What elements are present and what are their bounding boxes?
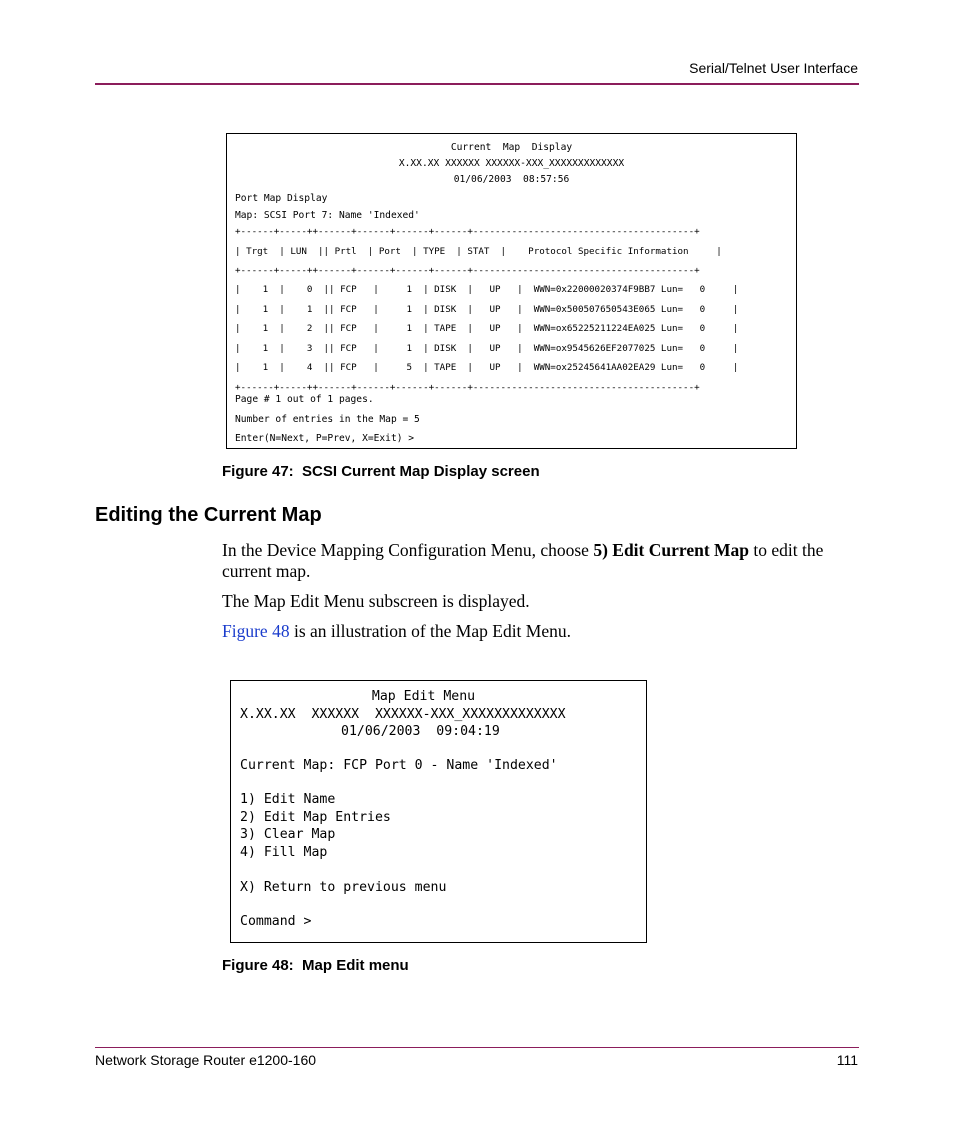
figure-48-link[interactable]: Figure 48: [222, 621, 290, 641]
screen-name: Port Map Display: [235, 193, 328, 204]
caption-text: SCSI Current Map Display screen: [302, 463, 540, 480]
screen-title: Current Map Display: [450, 142, 573, 153]
menu-item-clear-map: 3) Clear Map: [240, 827, 336, 842]
page-number: 111: [836, 1052, 858, 1068]
paragraph-3: [222, 621, 862, 642]
footer-rule: [95, 1047, 859, 1048]
table-separator: +------+-----++------+------+------+------+----------------------------------------+: [235, 265, 700, 276]
datetime-line: 01/06/2003 08:57:56: [453, 174, 570, 185]
menu-item-fill-map: 4) Fill Map: [240, 845, 328, 860]
menu-item-edit-map-entries: 2) Edit Map Entries: [240, 810, 391, 825]
header-rule: [95, 83, 859, 85]
table-row: | 1 | 1 || FCP | 1 | DISK | UP | WWN=0x500507650543E065 Lun= 0 |: [235, 304, 739, 315]
menu-item-return: X) Return to previous menu: [240, 880, 447, 895]
scsi-map-display-screen: [226, 133, 797, 449]
table-separator: +------+-----++------+------+------+------+----------------------------------------+: [235, 382, 700, 393]
paragraph-2: The Map Edit Menu subscreen is displayed.: [222, 591, 530, 611]
footer-product: Network Storage Router e1200-160: [95, 1052, 317, 1068]
paragraph-1: [222, 540, 862, 582]
p1-text-end: to edit the current map.: [222, 540, 824, 581]
menu-item-edit-name: 1) Edit Name: [240, 792, 336, 807]
figure-47-caption: [222, 463, 540, 480]
entries-line: Number of entries in the Map = 5: [235, 414, 420, 425]
datetime-line: 01/06/2003 09:04:19: [341, 724, 500, 739]
command-prompt: Command >: [240, 914, 312, 929]
version-line: X.XX.XX XXXXXX XXXXXX-XXX_XXXXXXXXXXXXX: [240, 707, 566, 722]
caption-label: Figure 47:: [222, 463, 294, 480]
p1-text: In the Device Mapping Configuration Menu, choose: [222, 540, 594, 560]
caption-label: Figure 48:: [222, 957, 294, 974]
prompt-line: Enter(N=Next, P=Prev, X=Exit) >: [235, 433, 415, 444]
caption-text: Map Edit menu: [302, 957, 409, 974]
figure-48-caption: [222, 957, 409, 974]
current-map-line: Current Map: FCP Port 0 - Name 'Indexed': [240, 758, 558, 773]
table-row: | 1 | 0 || FCP | 1 | DISK | UP | WWN=0x22000020374F9BB7 Lun= 0 |: [235, 284, 739, 295]
table-row: | 1 | 3 || FCP | 1 | DISK | UP | WWN=ox9545626EF2077025 Lun= 0 |: [235, 343, 739, 354]
running-header: Serial/Telnet User Interface: [689, 60, 858, 76]
section-heading: Editing the Current Map: [95, 504, 322, 526]
map-edit-menu-screen: [230, 680, 647, 943]
table-separator: +------+-----++------+------+------+------+----------------------------------------+: [235, 226, 700, 237]
table-row: | 1 | 4 || FCP | 5 | TAPE | UP | WWN=ox25245641AA02EA29 Lun= 0 |: [235, 362, 739, 373]
menu-option-bold: 5) Edit Current Map: [593, 540, 750, 560]
map-line: Map: SCSI Port 7: Name 'Indexed': [235, 210, 420, 221]
p3-text: is an illustration of the Map Edit Menu.: [289, 621, 571, 641]
menu-title: Map Edit Menu: [371, 689, 476, 704]
table-header-row: | Trgt | LUN || Prtl | Port | TYPE | STAT | Protocol Specific Information |: [235, 246, 722, 257]
page-line: Page # 1 out of 1 pages.: [235, 394, 374, 405]
table-row: | 1 | 2 || FCP | 1 | TAPE | UP | WWN=ox65225211224EA025 Lun= 0 |: [235, 323, 739, 334]
version-line: X.XX.XX XXXXXX XXXXXX-XXX_XXXXXXXXXXXXX: [398, 158, 625, 169]
